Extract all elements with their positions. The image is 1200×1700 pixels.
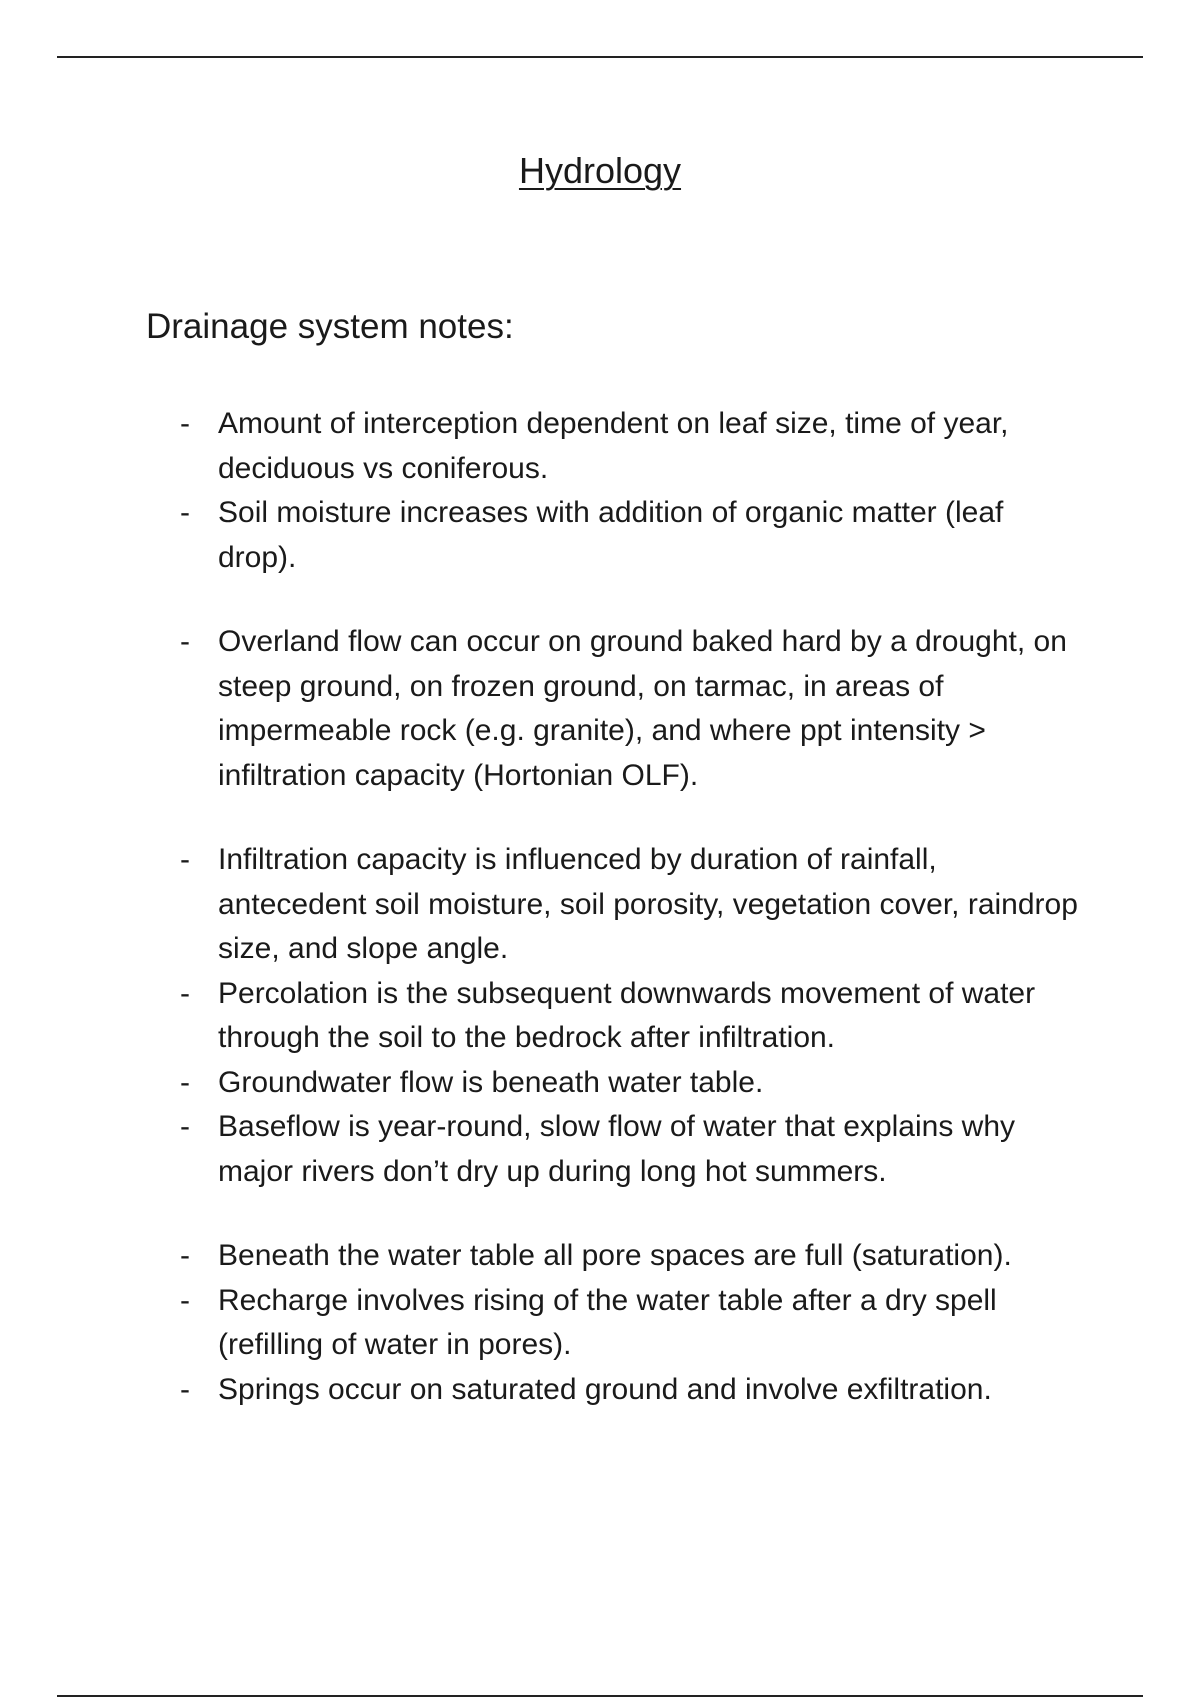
list-item-text: Amount of interception dependent on leaf size, time of year, deciduous vs coniferous.	[218, 407, 1009, 485]
list-item	[180, 1234, 1080, 1279]
bullet-dash: -	[180, 976, 190, 1010]
bullet-dash: -	[180, 843, 190, 876]
list-item	[180, 491, 1080, 580]
list-item-text: Recharge involves rising of the water table after a dry spell (refilling of water in pores).	[218, 1283, 997, 1361]
bottom-rule	[57, 1695, 1143, 1697]
top-rule	[57, 56, 1143, 58]
list-item	[180, 1105, 1080, 1194]
bullet-dash: -	[180, 1065, 190, 1099]
note-group	[180, 838, 1080, 1194]
list-item-text: Springs occur on saturated ground and involve exfiltration.	[218, 1372, 992, 1406]
list-item	[180, 620, 1080, 798]
list-item-text: Infiltration capacity is influenced by duration of rainfall, antecedent soil moisture, soil porosity, vegetation cover, raindrop size, and slope angle.	[218, 843, 1078, 965]
list-item	[180, 972, 1080, 1061]
list-item	[180, 1061, 1080, 1106]
list-item	[180, 838, 1080, 972]
list-item-text: Soil moisture increases with addition of organic matter (leaf drop).	[218, 496, 1004, 574]
bullet-dash: -	[180, 496, 190, 529]
page-title: Hydrology	[518, 150, 682, 191]
list-item-text: Overland flow can occur on ground baked hard by a drought, on steep ground, on frozen ground, on tarmac, in areas of impermeable rock (e.g. granite), and where ppt intensity > infiltration capacity (Hortonian OLF).	[218, 625, 1067, 792]
section-heading: Drainage system notes:	[146, 307, 514, 346]
list-item	[180, 402, 1080, 491]
list-item-text: Groundwater flow is beneath water table.	[218, 1065, 764, 1099]
bullet-dash: -	[180, 407, 190, 440]
bullet-dash: -	[180, 1372, 190, 1406]
list-item	[180, 1279, 1080, 1368]
note-group	[180, 402, 1080, 580]
list-item	[180, 1368, 1080, 1413]
bullet-dash: -	[180, 1110, 190, 1143]
note-group	[180, 1234, 1080, 1412]
list-item-text: Percolation is the subsequent downwards movement of water through the soil to the bedrock after infiltration.	[218, 976, 1036, 1054]
bullet-dash: -	[180, 625, 190, 658]
bullet-dash: -	[180, 1239, 190, 1272]
notes-list	[180, 402, 1080, 1452]
list-item-text: Beneath the water table all pore spaces are full (saturation).	[218, 1239, 1012, 1272]
bullet-dash: -	[180, 1283, 190, 1317]
list-item-text: Baseflow is year-round, slow flow of water that explains why major rivers don’t dry up during long hot summers.	[218, 1110, 1016, 1188]
note-group	[180, 620, 1080, 798]
